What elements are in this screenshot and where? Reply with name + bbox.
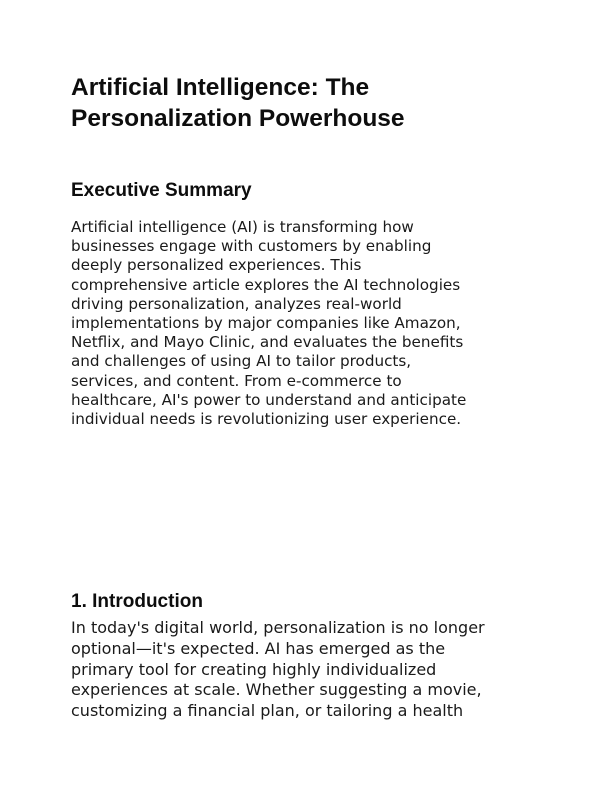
paragraph-line: comprehensive article explores the AI technologies	[71, 275, 461, 294]
paragraph-line: healthcare, AI's power to understand and anticipate	[71, 390, 467, 409]
title-line: Artificial Intelligence: The	[71, 74, 370, 101]
paragraph-line: driving personalization, analyzes real-world	[71, 294, 402, 313]
paragraph-line: deeply personalized experiences. This	[71, 256, 362, 275]
paragraph-line: primary tool for creating highly individualized	[71, 659, 437, 679]
paragraph-line: experiences at scale. Whether suggesting a movie,	[71, 680, 482, 700]
paragraph-line: businesses engage with customers by enabling	[71, 237, 432, 256]
section-heading-executive-summary: Executive Summary	[71, 180, 252, 201]
paragraph-line: In today's digital world, personalization is no longer	[71, 618, 485, 637]
document-title	[71, 72, 541, 134]
executive-summary-paragraph	[71, 218, 546, 429]
section-heading-introduction: 1. Introduction	[71, 591, 203, 612]
paragraph-line: optional—it's expected. AI has emerged as the	[71, 638, 446, 658]
paragraph-line: Netflix, and Mayo Clinic, and evaluates the benefits	[71, 333, 464, 352]
introduction-paragraph	[71, 618, 546, 722]
paragraph-line: and challenges of using AI to tailor products,	[71, 352, 412, 371]
paragraph-line: Artificial intelligence (AI) is transforming how	[71, 218, 414, 236]
paragraph-line: implementations by major companies like Amazon,	[71, 314, 461, 333]
paragraph-line: services, and content. From e-commerce to	[71, 371, 402, 390]
paragraph-line: customizing a financial plan, or tailoring a health	[71, 701, 464, 721]
paragraph-line: individual needs is revolutionizing user experience.	[71, 410, 462, 429]
title-line: Personalization Powerhouse	[71, 105, 405, 132]
